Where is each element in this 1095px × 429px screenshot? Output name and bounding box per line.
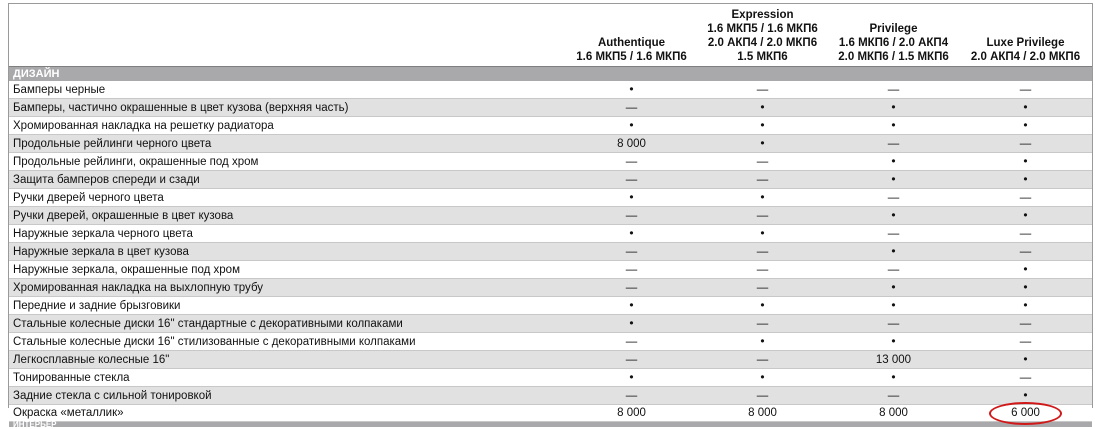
included-dot-icon: •: [1023, 100, 1028, 114]
feature-value-cell: [566, 351, 697, 369]
feature-value-cell: [959, 279, 1092, 297]
table-row: [9, 117, 1092, 135]
included-dot-icon: •: [891, 280, 896, 294]
not-available-dash: —: [625, 353, 638, 366]
feature-value-cell: [959, 99, 1092, 117]
table-row: [9, 189, 1092, 207]
not-available-dash: —: [625, 173, 638, 186]
section-header: [9, 67, 1092, 82]
feature-value-cell: [959, 117, 1092, 135]
table-row: [9, 333, 1092, 351]
feature-value-cell: [697, 387, 828, 405]
not-available-dash: —: [756, 317, 769, 330]
feature-value-cell: [566, 225, 697, 243]
feature-value-cell: [959, 171, 1092, 189]
included-dot-icon: •: [629, 82, 634, 96]
feature-value-cell: [959, 243, 1092, 261]
feature-value-cell: [566, 369, 697, 387]
section-header: [9, 422, 1092, 428]
feature-value-cell: [828, 261, 959, 279]
table-row: [9, 243, 1092, 261]
feature-value-cell: [828, 333, 959, 351]
feature-value-cell: [959, 315, 1092, 333]
included-dot-icon: •: [629, 226, 634, 240]
table-row: [9, 207, 1092, 225]
feature-value-cell: [566, 315, 697, 333]
feature-name: Тонированные стекла: [9, 369, 566, 387]
feature-value-cell: [697, 207, 828, 225]
feature-value-cell: [697, 369, 828, 387]
not-available-dash: —: [756, 209, 769, 222]
included-dot-icon: •: [1023, 118, 1028, 132]
feature-value-cell: [697, 243, 828, 261]
included-dot-icon: •: [891, 172, 896, 186]
feature-value-cell: [828, 351, 959, 369]
feature-name: Бамперы, частично окрашенные в цвет кузова (верхняя часть): [9, 99, 566, 117]
not-available-dash: —: [1019, 245, 1032, 258]
not-available-dash: —: [887, 191, 900, 204]
feature-value-cell: [959, 405, 1092, 422]
feature-value-cell: [697, 297, 828, 315]
not-available-dash: —: [887, 317, 900, 330]
included-dot-icon: •: [760, 298, 765, 312]
feature-value-cell: [959, 369, 1092, 387]
included-dot-icon: •: [760, 118, 765, 132]
not-available-dash: —: [1019, 371, 1032, 384]
feature-name: Наружные зеркала в цвет кузова: [9, 243, 566, 261]
feature-value-cell: [828, 135, 959, 153]
included-dot-icon: •: [1023, 298, 1028, 312]
option-price: 8 000: [879, 407, 908, 419]
feature-value-cell: [959, 351, 1092, 369]
feature-value-cell: [566, 171, 697, 189]
feature-value-cell: [697, 333, 828, 351]
table-row: [9, 81, 1092, 99]
section-title: ИНТЕРЬЕР: [9, 422, 1092, 428]
header-expression: Expression 1.6 МКП5 / 1.6 МКП6 2.0 АКП4 / 2.0 МКП6 1.5 МКП6: [707, 9, 818, 63]
not-available-dash: —: [887, 83, 900, 96]
not-available-dash: —: [1019, 191, 1032, 204]
feature-name: Передние и задние брызговики: [9, 297, 566, 315]
feature-name: Бамперы черные: [9, 81, 566, 99]
feature-value-cell: [828, 369, 959, 387]
not-available-dash: —: [625, 245, 638, 258]
included-dot-icon: •: [760, 370, 765, 384]
table-row: [9, 405, 1092, 422]
feature-value-cell: [697, 153, 828, 171]
feature-value-cell: [828, 225, 959, 243]
feature-value-cell: [697, 171, 828, 189]
feature-value-cell: [566, 189, 697, 207]
feature-value-cell: [697, 135, 828, 153]
included-dot-icon: •: [1023, 388, 1028, 402]
header-luxe-privilege: Luxe Privilege 2.0 АКП4 / 2.0 МКП6: [970, 37, 1081, 63]
feature-value-cell: [566, 297, 697, 315]
table-row: [9, 153, 1092, 171]
feature-value-cell: [959, 153, 1092, 171]
included-dot-icon: •: [1023, 208, 1028, 222]
table-row: [9, 279, 1092, 297]
not-available-dash: —: [756, 83, 769, 96]
not-available-dash: —: [625, 263, 638, 276]
feature-value-cell: [566, 135, 697, 153]
not-available-dash: —: [1019, 83, 1032, 96]
table-row: [9, 171, 1092, 189]
feature-name: Стальные колесные диски 16" стандартные с декоративными колпаками: [9, 315, 566, 333]
included-dot-icon: •: [891, 244, 896, 258]
feature-value-cell: [828, 279, 959, 297]
not-available-dash: —: [625, 155, 638, 168]
feature-name: Защита бамперов спереди и сзади: [9, 171, 566, 189]
feature-value-cell: [566, 243, 697, 261]
equipment-table: [9, 4, 1092, 427]
feature-value-cell: [566, 117, 697, 135]
not-available-dash: —: [1019, 335, 1032, 348]
header-privilege: Privilege 1.6 МКП6 / 2.0 АКП4 2.0 МКП6 / 1.5 МКП6: [838, 23, 949, 63]
feature-value-cell: [828, 243, 959, 261]
feature-value-cell: [566, 333, 697, 351]
feature-value-cell: [959, 135, 1092, 153]
not-available-dash: —: [1019, 317, 1032, 330]
feature-value-cell: [828, 117, 959, 135]
feature-value-cell: [828, 99, 959, 117]
included-dot-icon: •: [629, 190, 634, 204]
not-available-dash: —: [887, 227, 900, 240]
included-dot-icon: •: [1023, 172, 1028, 186]
feature-value-cell: [959, 333, 1092, 351]
table-row: [9, 387, 1092, 405]
feature-value-cell: [697, 99, 828, 117]
feature-value-cell: [828, 189, 959, 207]
included-dot-icon: •: [891, 100, 896, 114]
feature-value-cell: [697, 351, 828, 369]
not-available-dash: —: [756, 353, 769, 366]
not-available-dash: —: [625, 281, 638, 294]
included-dot-icon: •: [891, 298, 896, 312]
option-price: 8 000: [617, 407, 646, 419]
included-dot-icon: •: [1023, 280, 1028, 294]
included-dot-icon: •: [760, 190, 765, 204]
not-available-dash: —: [756, 155, 769, 168]
feature-name: Ручки дверей, окрашенные в цвет кузова: [9, 207, 566, 225]
feature-value-cell: [959, 81, 1092, 99]
table-row: [9, 315, 1092, 333]
feature-value-cell: [697, 225, 828, 243]
not-available-dash: —: [756, 389, 769, 402]
included-dot-icon: •: [760, 334, 765, 348]
feature-value-cell: [697, 81, 828, 99]
not-available-dash: —: [756, 263, 769, 276]
feature-value-cell: [959, 225, 1092, 243]
table-row: [9, 261, 1092, 279]
equipment-table-frame: [8, 3, 1093, 429]
not-available-dash: —: [887, 263, 900, 276]
header-row: [9, 4, 1092, 67]
not-available-dash: —: [625, 335, 638, 348]
feature-value-cell: [566, 405, 697, 422]
not-available-dash: —: [1019, 227, 1032, 240]
feature-value-cell: [697, 315, 828, 333]
option-price: 8 000: [617, 137, 646, 150]
feature-value-cell: [697, 279, 828, 297]
feature-value-cell: [697, 117, 828, 135]
option-price: 13 000: [875, 353, 912, 366]
included-dot-icon: •: [760, 100, 765, 114]
feature-value-cell: [828, 387, 959, 405]
table-row: [9, 369, 1092, 387]
feature-value-cell: [959, 189, 1092, 207]
included-dot-icon: •: [760, 226, 765, 240]
table-row: [9, 99, 1092, 117]
not-available-dash: —: [625, 389, 638, 402]
feature-value-cell: [566, 261, 697, 279]
feature-name: Ручки дверей черного цвета: [9, 189, 566, 207]
feature-value-cell: [566, 153, 697, 171]
feature-value-cell: [566, 279, 697, 297]
feature-value-cell: [959, 261, 1092, 279]
feature-name: Стальные колесные диски 16" стилизованные с декоративными колпаками: [9, 333, 566, 351]
table-row: [9, 351, 1092, 369]
section-title: ДИЗАЙН: [9, 67, 1092, 82]
included-dot-icon: •: [891, 370, 896, 384]
header-blank: [9, 4, 566, 67]
feature-value-cell: [566, 81, 697, 99]
feature-name: Наружные зеркала черного цвета: [9, 225, 566, 243]
feature-value-cell: [828, 405, 959, 422]
table-row: [9, 297, 1092, 315]
feature-value-cell: [566, 207, 697, 225]
not-available-dash: —: [625, 209, 638, 222]
feature-value-cell: [828, 297, 959, 315]
feature-value-cell: [828, 207, 959, 225]
included-dot-icon: •: [629, 298, 634, 312]
option-price: 8 000: [748, 407, 777, 419]
header-authentique: Authentique 1.6 МКП5 / 1.6 МКП6: [576, 37, 687, 63]
table-row: [9, 135, 1092, 153]
included-dot-icon: •: [760, 136, 765, 150]
feature-name: Хромированная накладка на решетку радиатора: [9, 117, 566, 135]
feature-name: Продольные рейлинги, окрашенные под хром: [9, 153, 566, 171]
included-dot-icon: •: [629, 370, 634, 384]
included-dot-icon: •: [891, 208, 896, 222]
feature-value-cell: [828, 153, 959, 171]
table-row: [9, 225, 1092, 243]
feature-name: Задние стекла с сильной тонировкой: [9, 387, 566, 405]
feature-value-cell: [959, 207, 1092, 225]
feature-name: Хромированная накладка на выхлопную трубу: [9, 279, 566, 297]
included-dot-icon: •: [891, 154, 896, 168]
included-dot-icon: •: [1023, 352, 1028, 366]
feature-value-cell: [828, 315, 959, 333]
feature-value-cell: [697, 189, 828, 207]
not-available-dash: —: [625, 101, 638, 114]
not-available-dash: —: [756, 281, 769, 294]
not-available-dash: —: [756, 173, 769, 186]
feature-value-cell: [828, 171, 959, 189]
not-available-dash: —: [887, 389, 900, 402]
included-dot-icon: •: [629, 316, 634, 330]
included-dot-icon: •: [891, 334, 896, 348]
included-dot-icon: •: [891, 118, 896, 132]
feature-name: Легкосплавные колесные 16": [9, 351, 566, 369]
not-available-dash: —: [887, 137, 900, 150]
included-dot-icon: •: [1023, 262, 1028, 276]
feature-name: Продольные рейлинги черного цвета: [9, 135, 566, 153]
feature-value-cell: [697, 405, 828, 422]
not-available-dash: —: [1019, 137, 1032, 150]
feature-name: Окраска «металлик»: [9, 405, 566, 422]
table-body: [9, 67, 1092, 428]
feature-name: Наружные зеркала, окрашенные под хром: [9, 261, 566, 279]
feature-value-cell: [566, 387, 697, 405]
feature-value-cell: [697, 261, 828, 279]
feature-value-cell: [566, 99, 697, 117]
feature-value-cell: [828, 81, 959, 99]
highlighted-option-price: 6 000: [1003, 405, 1048, 421]
included-dot-icon: •: [1023, 154, 1028, 168]
feature-value-cell: [959, 297, 1092, 315]
not-available-dash: —: [756, 245, 769, 258]
included-dot-icon: •: [629, 118, 634, 132]
